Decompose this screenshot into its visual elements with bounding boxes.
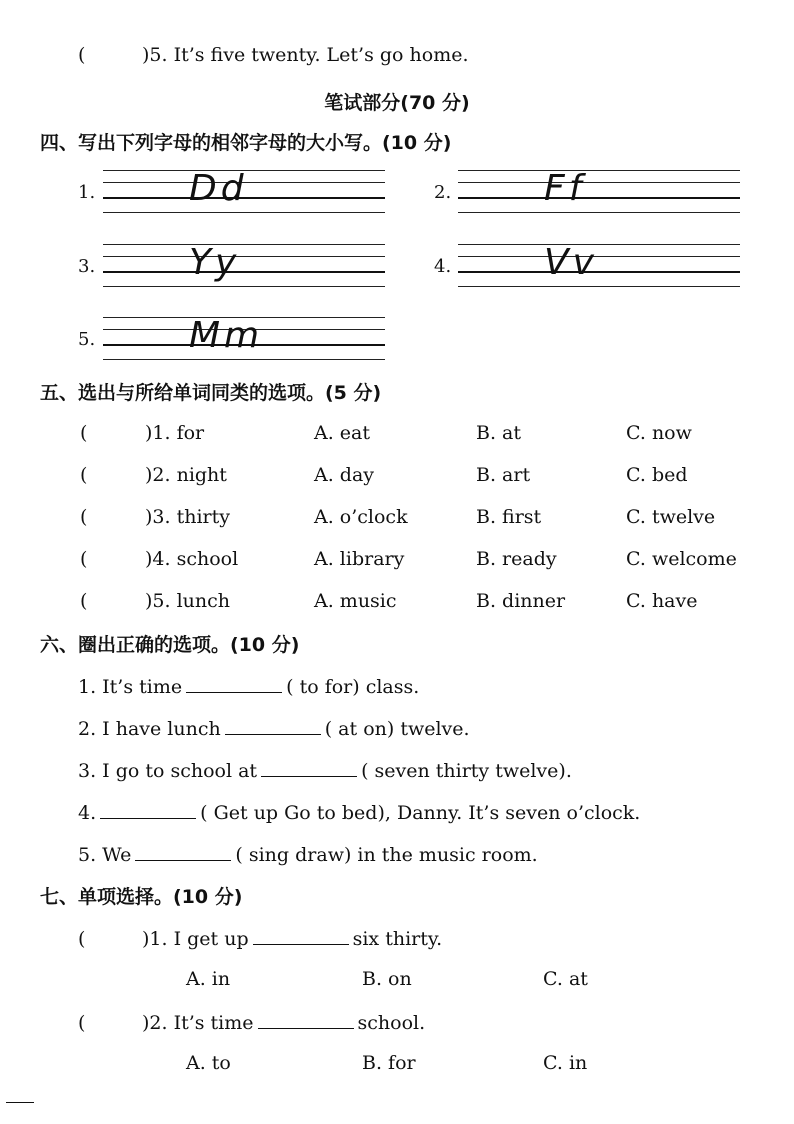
item-options[interactable]: ( seven thirty twelve).: [361, 760, 572, 782]
writing-lines[interactable]: [103, 170, 385, 214]
item-prompt: 5. We: [78, 844, 132, 866]
answer-paren[interactable]: (: [78, 44, 86, 66]
option-a[interactable]: A. to: [186, 1052, 231, 1074]
item-options[interactable]: ( Get up Go to bed), Danny. It’s seven o’clock.: [200, 802, 641, 824]
writing-lines[interactable]: [458, 244, 740, 288]
option-b[interactable]: B. art: [476, 464, 531, 486]
question-word: )4. school: [145, 548, 239, 570]
option-c[interactable]: C. at: [543, 968, 588, 990]
page-edge-mark: [6, 1102, 34, 1103]
option-c[interactable]: C. have: [626, 590, 698, 612]
option-b[interactable]: B. at: [476, 422, 522, 444]
answer-paren[interactable]: (: [80, 506, 88, 528]
option-c[interactable]: C. bed: [626, 464, 688, 486]
answer-blank[interactable]: [258, 1010, 354, 1029]
section-6-title: 六、圈出正确的选项。(10 分): [40, 634, 300, 656]
answer-blank[interactable]: [186, 674, 282, 693]
question-word: )2. night: [145, 464, 227, 486]
answer-paren[interactable]: (: [80, 464, 88, 486]
circle-item-2: [78, 716, 470, 740]
option-b[interactable]: B. dinner: [476, 590, 566, 612]
section-4-title: 四、写出下列字母的相邻字母的大小写。(10 分): [40, 132, 452, 154]
answer-blank[interactable]: [261, 758, 357, 777]
written-part-heading: 笔试部分(70 分): [324, 92, 470, 114]
option-c[interactable]: C. twelve: [626, 506, 716, 528]
question-line: [78, 926, 442, 950]
answer-paren[interactable]: (: [80, 548, 88, 570]
question-text: )2. It’s time: [142, 1012, 254, 1034]
answer-blank[interactable]: [135, 842, 231, 861]
item-options[interactable]: ( sing draw) in the music room.: [235, 844, 538, 866]
writing-lines[interactable]: [103, 317, 385, 361]
circle-item-4: [78, 800, 640, 824]
item-number: 4.: [434, 256, 452, 277]
cursive-letters: Mm: [189, 315, 264, 356]
option-c[interactable]: C. now: [626, 422, 692, 444]
listening-item-5: [78, 44, 469, 66]
cursive-letters: Vv: [544, 242, 598, 283]
option-a[interactable]: A. library: [314, 548, 405, 570]
answer-blank[interactable]: [253, 926, 349, 945]
item-prompt: 1. It’s time: [78, 676, 183, 698]
circle-item-5: [78, 842, 538, 866]
option-b[interactable]: B. ready: [476, 548, 557, 570]
answer-paren[interactable]: (: [78, 928, 86, 950]
answer-paren[interactable]: (: [78, 1012, 86, 1034]
question-word: )1. for: [145, 422, 205, 444]
question-text: )1. I get up: [142, 928, 249, 950]
option-a[interactable]: A. in: [186, 968, 231, 990]
section-5-title: 五、选出与所给单词同类的选项。(5 分): [40, 382, 382, 404]
option-a[interactable]: A. music: [314, 590, 397, 612]
item-number: 1.: [78, 182, 96, 203]
item-prompt: 3. I go to school at: [78, 760, 258, 782]
writing-lines[interactable]: [458, 170, 740, 214]
option-b[interactable]: B. for: [362, 1052, 416, 1074]
cursive-letters: Yy: [189, 242, 241, 283]
option-c[interactable]: C. welcome: [626, 548, 737, 570]
answer-paren[interactable]: (: [80, 422, 88, 444]
answer-blank[interactable]: [100, 800, 196, 819]
item-options[interactable]: ( to for) class.: [286, 676, 420, 698]
option-a[interactable]: A. eat: [314, 422, 371, 444]
option-b[interactable]: B. on: [362, 968, 412, 990]
option-b[interactable]: B. first: [476, 506, 542, 528]
item-number: 5.: [78, 329, 96, 350]
section-7-title: 七、单项选择。(10 分): [40, 886, 243, 908]
item-prompt: 2. I have lunch: [78, 718, 221, 740]
circle-item-1: [78, 674, 419, 698]
question-tail: six thirty.: [352, 928, 443, 950]
question-word: )3. thirty: [145, 506, 230, 528]
item-number: 3.: [78, 256, 96, 277]
option-a[interactable]: A. o’clock: [314, 506, 408, 528]
question-word: )5. lunch: [145, 590, 231, 612]
option-a[interactable]: A. day: [314, 464, 375, 486]
cursive-letters: Ff: [544, 168, 586, 209]
item-number: 2.: [434, 182, 452, 203]
answer-paren[interactable]: (: [80, 590, 88, 612]
item-text: )5. It’s five twenty. Let’s go home.: [142, 44, 469, 66]
writing-lines[interactable]: [103, 244, 385, 288]
question-line: [78, 1010, 425, 1034]
circle-item-3: [78, 758, 572, 782]
question-tail: school.: [357, 1012, 426, 1034]
option-c[interactable]: C. in: [543, 1052, 588, 1074]
item-options[interactable]: ( at on) twelve.: [324, 718, 470, 740]
item-prompt: 4.: [78, 802, 97, 824]
answer-blank[interactable]: [225, 716, 321, 735]
cursive-letters: Dd: [189, 168, 248, 209]
